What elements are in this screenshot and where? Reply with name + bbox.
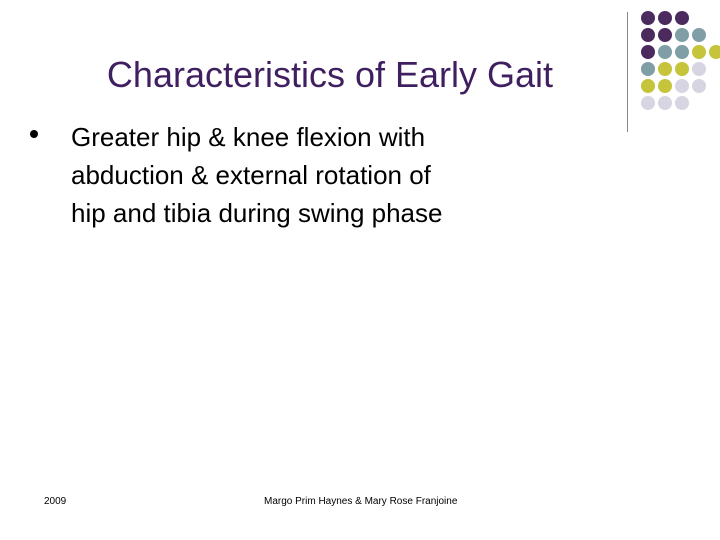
decorative-dot bbox=[641, 79, 655, 93]
decorative-dot bbox=[658, 45, 672, 59]
decorative-dot bbox=[641, 62, 655, 76]
decorative-dot bbox=[675, 79, 689, 93]
decorative-dot bbox=[692, 45, 706, 59]
decorative-dot bbox=[675, 45, 689, 59]
bullet-text: Greater hip & knee flexion with abduction & external rotation of hip and tibia during swing phase bbox=[71, 122, 443, 228]
decorative-dot bbox=[675, 11, 689, 25]
decorative-dot bbox=[692, 79, 706, 93]
decorative-dot bbox=[658, 96, 672, 110]
decorative-dot bbox=[641, 11, 655, 25]
decorative-dot bbox=[675, 62, 689, 76]
bullet-icon bbox=[30, 130, 38, 138]
decorative-dot bbox=[641, 45, 655, 59]
decorative-dot bbox=[709, 45, 720, 59]
slide-title: Characteristics of Early Gait bbox=[106, 54, 554, 95]
decorative-dot bbox=[658, 11, 672, 25]
decorative-dot bbox=[641, 28, 655, 42]
decorative-dot bbox=[692, 28, 706, 42]
decorative-dot bbox=[675, 96, 689, 110]
decorative-dot bbox=[658, 79, 672, 93]
decorative-dot bbox=[692, 62, 706, 76]
decorative-dot bbox=[675, 28, 689, 42]
decorative-dot bbox=[641, 96, 655, 110]
decorative-dot bbox=[658, 28, 672, 42]
decorative-dot bbox=[658, 62, 672, 76]
footer-year: 2009 bbox=[44, 496, 67, 507]
footer-authors: Margo Prim Haynes & Mary Rose Franjoine bbox=[264, 496, 458, 507]
